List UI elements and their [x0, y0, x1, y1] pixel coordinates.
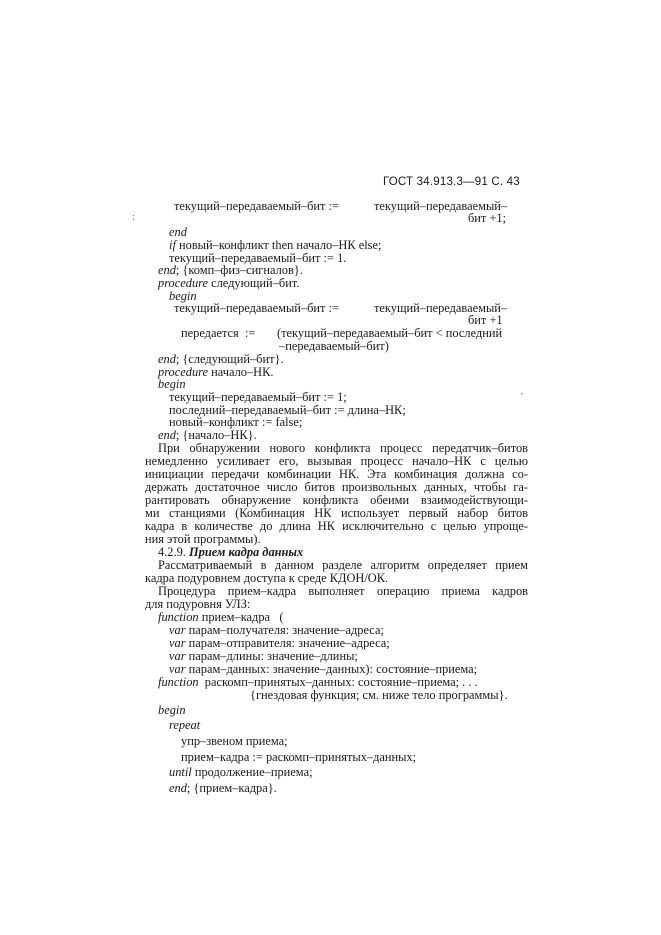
code-line: последний–передаваемый–бит := длина–НК; [169, 403, 406, 417]
keyword-begin: begin [158, 377, 186, 391]
code-line [158, 276, 299, 290]
code-text: ; {комп–физ–сигналов}. [175, 263, 303, 277]
code-line: бит +1 [468, 313, 503, 327]
code-line: текущий–передаваемый– [374, 301, 508, 315]
keyword-repeat: repeat [169, 718, 201, 732]
running-header: ГОСТ 34.913.3—91 С. 43 [383, 176, 520, 188]
keyword-end: end [169, 781, 187, 795]
keyword-var: var [169, 636, 186, 650]
code-line: новый–конфликт := false; [169, 415, 303, 429]
keyword-end: end [158, 263, 176, 277]
section-heading [158, 545, 303, 559]
code-text: следующий–бит. [208, 276, 300, 290]
code-text: ; {следующий–бит}. [175, 352, 284, 366]
code-line: текущий–передаваемый– [374, 199, 508, 213]
paragraph-line: Процедура прием–кадра выполняет операцию приема кадров [158, 584, 528, 598]
keyword-var: var [169, 649, 186, 663]
code-line [158, 352, 284, 366]
code-text: парам–длины: значение–длины; [185, 649, 358, 663]
code-line [169, 781, 277, 795]
code-line: бит +1; [468, 211, 507, 225]
code-comment: {гнездовая функция; см. ниже тело программы}. [250, 688, 508, 702]
code-line [158, 428, 257, 442]
margin-mark: : [132, 212, 135, 223]
paragraph-line: кадра подуровнем доступа к среде КДОН/ОК. [145, 571, 389, 585]
code-line [169, 238, 381, 252]
code-text: новый–конфликт then начало–НК else; [175, 238, 382, 252]
section-title: Прием кадра данных [189, 545, 304, 559]
code-line [169, 765, 313, 779]
keyword-end: end [169, 225, 187, 239]
code-line [158, 263, 303, 277]
code-line: упр–звеном приема; [181, 734, 288, 748]
code-line: –передаваемый–бит) [279, 339, 389, 353]
paragraph-line: для подуровня УЛЗ: [145, 597, 251, 611]
paragraph-line: немедленно усиливает его, вызывая процесс начало–НК с целью [145, 454, 528, 468]
code-text: прием–кадра ( [198, 610, 284, 624]
paragraph-line: Рассматриваемый в данном разделе алгоритм определяет прием [158, 558, 528, 572]
keyword-var: var [169, 623, 186, 637]
code-line [158, 675, 478, 689]
code-text: ; {начало–НК}. [175, 428, 257, 442]
section-number: 4.2.9. [158, 545, 186, 559]
paragraph-line: кадра в количестве до длина НК исключительно с целью упроще- [145, 519, 528, 533]
keyword-var: var [169, 662, 186, 676]
keyword-if: if [169, 238, 176, 252]
keyword-procedure: procedure [158, 365, 209, 379]
code-line: текущий–передаваемый–бит := 1. [169, 251, 347, 265]
code-line: прием–кадра := раскомп–принятых–данных; [181, 750, 417, 764]
keyword-procedure: procedure [158, 276, 209, 290]
paragraph-line: При обнаружении нового конфликта процесс передатчик–битов [158, 441, 528, 455]
paragraph-line: рантировать обнаружение конфликта обеими взаимодействующи- [145, 493, 528, 507]
code-line: текущий–передаваемый–бит := [174, 199, 339, 213]
code-line: текущий–передаваемый–бит := 1; [169, 390, 347, 404]
code-text: начало–НК. [208, 365, 274, 379]
code-line [169, 662, 477, 676]
code-line: текущий–передаваемый–бит := [174, 301, 339, 315]
code-line [169, 623, 384, 637]
paragraph-line: держать достаточное число битов произвольных данных, чтобы га- [145, 480, 528, 494]
keyword-end: end [158, 352, 176, 366]
paragraph-line: ми станциями (Комбинация НК использует первый набор битов [145, 506, 528, 520]
code-text: парам–отправителя: значение–адреса; [185, 636, 390, 650]
code-line [169, 636, 390, 650]
keyword-begin: begin [158, 703, 186, 717]
code-line: передается := [181, 326, 256, 340]
code-line [169, 649, 358, 663]
code-text: продолжение–приема; [191, 765, 313, 779]
code-text: парам–данных: значение–данных): состояние–приема; [185, 662, 478, 676]
margin-mark: ' [521, 392, 523, 403]
code-line [158, 610, 283, 624]
keyword-function: function [158, 675, 199, 689]
paragraph-line: инициации передачи комбинации НК. Эта комбинация должна со- [145, 467, 528, 481]
keyword-begin: begin [169, 289, 197, 303]
paragraph-line: ния этой программы). [145, 532, 261, 546]
keyword-function: function [158, 610, 199, 624]
code-line: (текущий–передаваемый–бит < последний [277, 326, 503, 340]
code-text: парам–получателя: значение–адреса; [185, 623, 384, 637]
keyword-until: until [169, 765, 192, 779]
code-text: ; {прием–кадра}. [186, 781, 277, 795]
code-text: раскомп–принятых–данных: состояние–приема; . . . [198, 675, 478, 689]
keyword-end: end [158, 428, 176, 442]
